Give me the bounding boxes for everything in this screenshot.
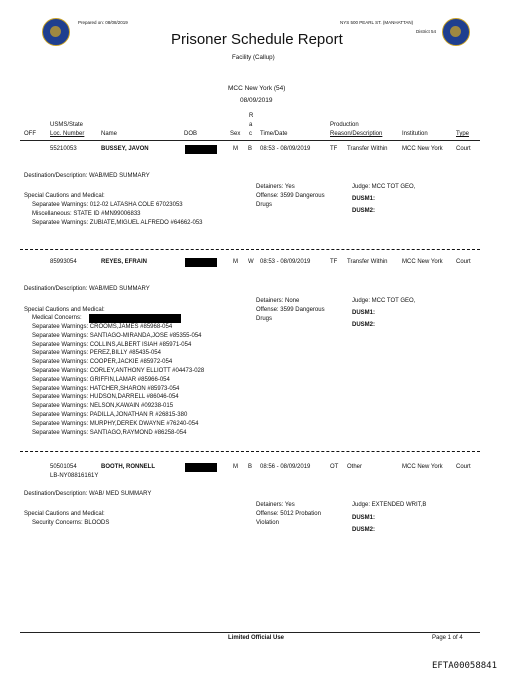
- col-institution: Institution: [402, 131, 428, 137]
- cautions-list: [32, 519, 109, 528]
- detainers: Detainers: Yes: [256, 502, 295, 508]
- caution-line: Separatee Warnings: CROOMS,JAMES #85968-054: [32, 324, 173, 330]
- dob-redaction: [185, 463, 217, 472]
- caution-line: Security Concerns: BLOODS: [32, 520, 110, 526]
- offense: Offense: 5012 Probation: [256, 511, 321, 517]
- caution-line: Separatee Warnings: SANTIAGO,RAYMOND #86258-054: [32, 429, 187, 436]
- caution-line: Separatee Warnings: GRIFFIN,LAMAR #85966-054: [32, 376, 170, 383]
- destination: Destination/Description: WAB/ MED SUMMARY: [24, 491, 152, 497]
- page-number: Page 1 of 4: [432, 635, 463, 641]
- reason-code: OT: [330, 464, 339, 470]
- col-dob: DOB: [184, 131, 198, 137]
- col-sex: Sex: [230, 131, 241, 137]
- detainers: Detainers: Yes: [256, 184, 295, 190]
- reason-code: TF: [330, 259, 338, 265]
- detainers: Detainers: None: [256, 298, 300, 304]
- cautions-title: Special Cautions and Medical:: [24, 307, 105, 313]
- header-rule: [20, 140, 480, 141]
- district: District 54: [416, 29, 437, 34]
- col-usms-1: USMS/State: [50, 122, 84, 128]
- usms-seal-left-icon: [42, 18, 70, 46]
- prisoner-name: REYES, EFRAIN: [101, 259, 148, 265]
- judge: Judge: MCC TOT GEO,: [352, 184, 416, 190]
- institution: MCC New York: [402, 259, 443, 265]
- caution-line: Separatee Warnings: HATCHER,SHARON #85973-054: [32, 385, 180, 392]
- type: Court: [456, 464, 471, 470]
- dusm1: DUSM1:: [352, 196, 376, 202]
- cautions-title: Special Cautions and Medical:: [24, 511, 105, 517]
- type: Court: [456, 259, 471, 265]
- reason: Other: [347, 464, 363, 470]
- cautions-title: Special Cautions and Medical:: [24, 193, 105, 199]
- sex: M: [233, 146, 238, 152]
- judge: Judge: MCC TOT GEO,: [352, 298, 416, 304]
- facility-name: MCC New York (54): [228, 85, 286, 92]
- offense-cont: Drugs: [256, 202, 273, 208]
- offense: Offense: 3599 Dangerous: [256, 193, 325, 199]
- caution-line: Separatee Warnings: PADILLA,JONATHAN R #26815-380: [32, 411, 188, 418]
- type: Court: [456, 146, 471, 152]
- medical-redaction: [89, 314, 181, 323]
- usms-seal-right-icon: [442, 18, 470, 46]
- caution-line: Separatee Warnings: SANTIAGO-MIRANDA,JOSE #85355-054: [32, 332, 202, 339]
- caution-line: Separatee Warnings: 012-02 LATASHA COLE 67023053: [32, 202, 183, 208]
- caution-line: Separatee Warnings: CORLEY,ANTHONY ELLIOTT #04473-028: [32, 367, 205, 374]
- col-off: OFF: [24, 131, 36, 137]
- footer-rule: [20, 632, 480, 633]
- col-prod-2: Reason/Description: [330, 131, 383, 137]
- bates-number: EFTA00058841: [432, 661, 498, 671]
- sex: M: [233, 464, 238, 470]
- time-date: 08:53 - 08/09/2019: [260, 259, 311, 265]
- caution-line: Separatee Warnings: PEREZ,BILLY #85435-054: [32, 350, 161, 357]
- dusm1: DUSM1:: [352, 310, 376, 316]
- col-race-c: c: [249, 131, 252, 137]
- caution-line: Miscellaneous: STATE ID #MN99006833: [32, 210, 141, 217]
- col-race-r: R: [249, 113, 254, 119]
- offense-cont: Drugs: [256, 316, 273, 322]
- dusm2: DUSM2:: [352, 208, 376, 214]
- address: NYS 500 PEARL ST. (MANHATTAN): [340, 20, 414, 25]
- institution: MCC New York: [402, 146, 443, 152]
- reason: Transfer Within: [347, 259, 388, 265]
- race: B: [248, 464, 253, 470]
- col-name: Name: [101, 131, 118, 137]
- page-subtitle: Facility (Callup): [232, 54, 275, 61]
- prisoner-name: BOOTH, RONNELL: [101, 464, 155, 470]
- dusm2: DUSM2:: [352, 322, 376, 328]
- usms-number: 50501054: [50, 464, 77, 470]
- caution-line: Separatee Warnings: COOPER,JACKIE #85972-054: [32, 359, 173, 366]
- dob-redaction: [185, 258, 217, 267]
- state-loc-number: LB-NY08816161Y: [50, 473, 99, 479]
- limited-official-use: Limited Official Use: [228, 635, 285, 641]
- caution-line: Separatee Warnings: MURPHY,DEREK DWAYNE #76240-054: [32, 420, 199, 427]
- page-title: Prisoner Schedule Report: [171, 31, 343, 48]
- usms-number: 85993054: [50, 259, 77, 265]
- col-prod-1: Production: [330, 122, 359, 128]
- race: W: [248, 259, 254, 265]
- institution: MCC New York: [402, 464, 443, 470]
- caution-line: Separatee Warnings: NELSON,KAWAIN #09238-015: [32, 403, 174, 410]
- time-date: 08:53 - 08/09/2019: [260, 146, 311, 152]
- caution-line: Separatee Warnings: ZUBIATE,MIGUEL ALFREDO #64662-053: [32, 219, 203, 226]
- caution-line: Separatee Warnings: HUDSON,DARRELL #86046-054: [32, 394, 179, 401]
- prisoner-name: BUSSEY, JAVON: [101, 146, 149, 152]
- cautions-list: [32, 201, 203, 227]
- medical-concerns: Medical Concerns:: [32, 315, 82, 321]
- dob-redaction: [185, 145, 217, 154]
- caution-line: Separatee Warnings: COLLINS,ALBERT ISIAH #85971-054: [32, 341, 192, 348]
- destination: Destination/Description: WAB/MED SUMMARY: [24, 286, 150, 292]
- cautions-list: [32, 323, 204, 437]
- record-separator: [20, 249, 480, 250]
- col-usms-2: Loc. Number: [50, 131, 85, 137]
- col-type: Type: [456, 131, 470, 137]
- destination: Destination/Description: WAB/MED SUMMARY: [24, 173, 150, 179]
- dusm2: DUSM2:: [352, 527, 376, 533]
- race: B: [248, 146, 253, 152]
- time-date: 08:56 - 08/09/2019: [260, 464, 311, 470]
- reason: Transfer Within: [347, 146, 388, 152]
- judge: Judge: EXTENDED WRIT,B: [352, 502, 427, 508]
- offense-cont: Violation: [256, 520, 279, 526]
- dusm1: DUSM1:: [352, 515, 376, 521]
- col-time: Time/Date: [260, 131, 288, 137]
- col-race-a: a: [249, 122, 253, 128]
- offense: Offense: 3599 Dangerous: [256, 307, 325, 313]
- report-date: 08/09/2019: [240, 97, 273, 104]
- reason-code: TF: [330, 146, 338, 152]
- prepared-on: Prepared on: 08/08/2019: [78, 20, 128, 25]
- sex: M: [233, 259, 238, 265]
- usms-number: 55210053: [50, 146, 77, 152]
- record-separator: [20, 451, 480, 452]
